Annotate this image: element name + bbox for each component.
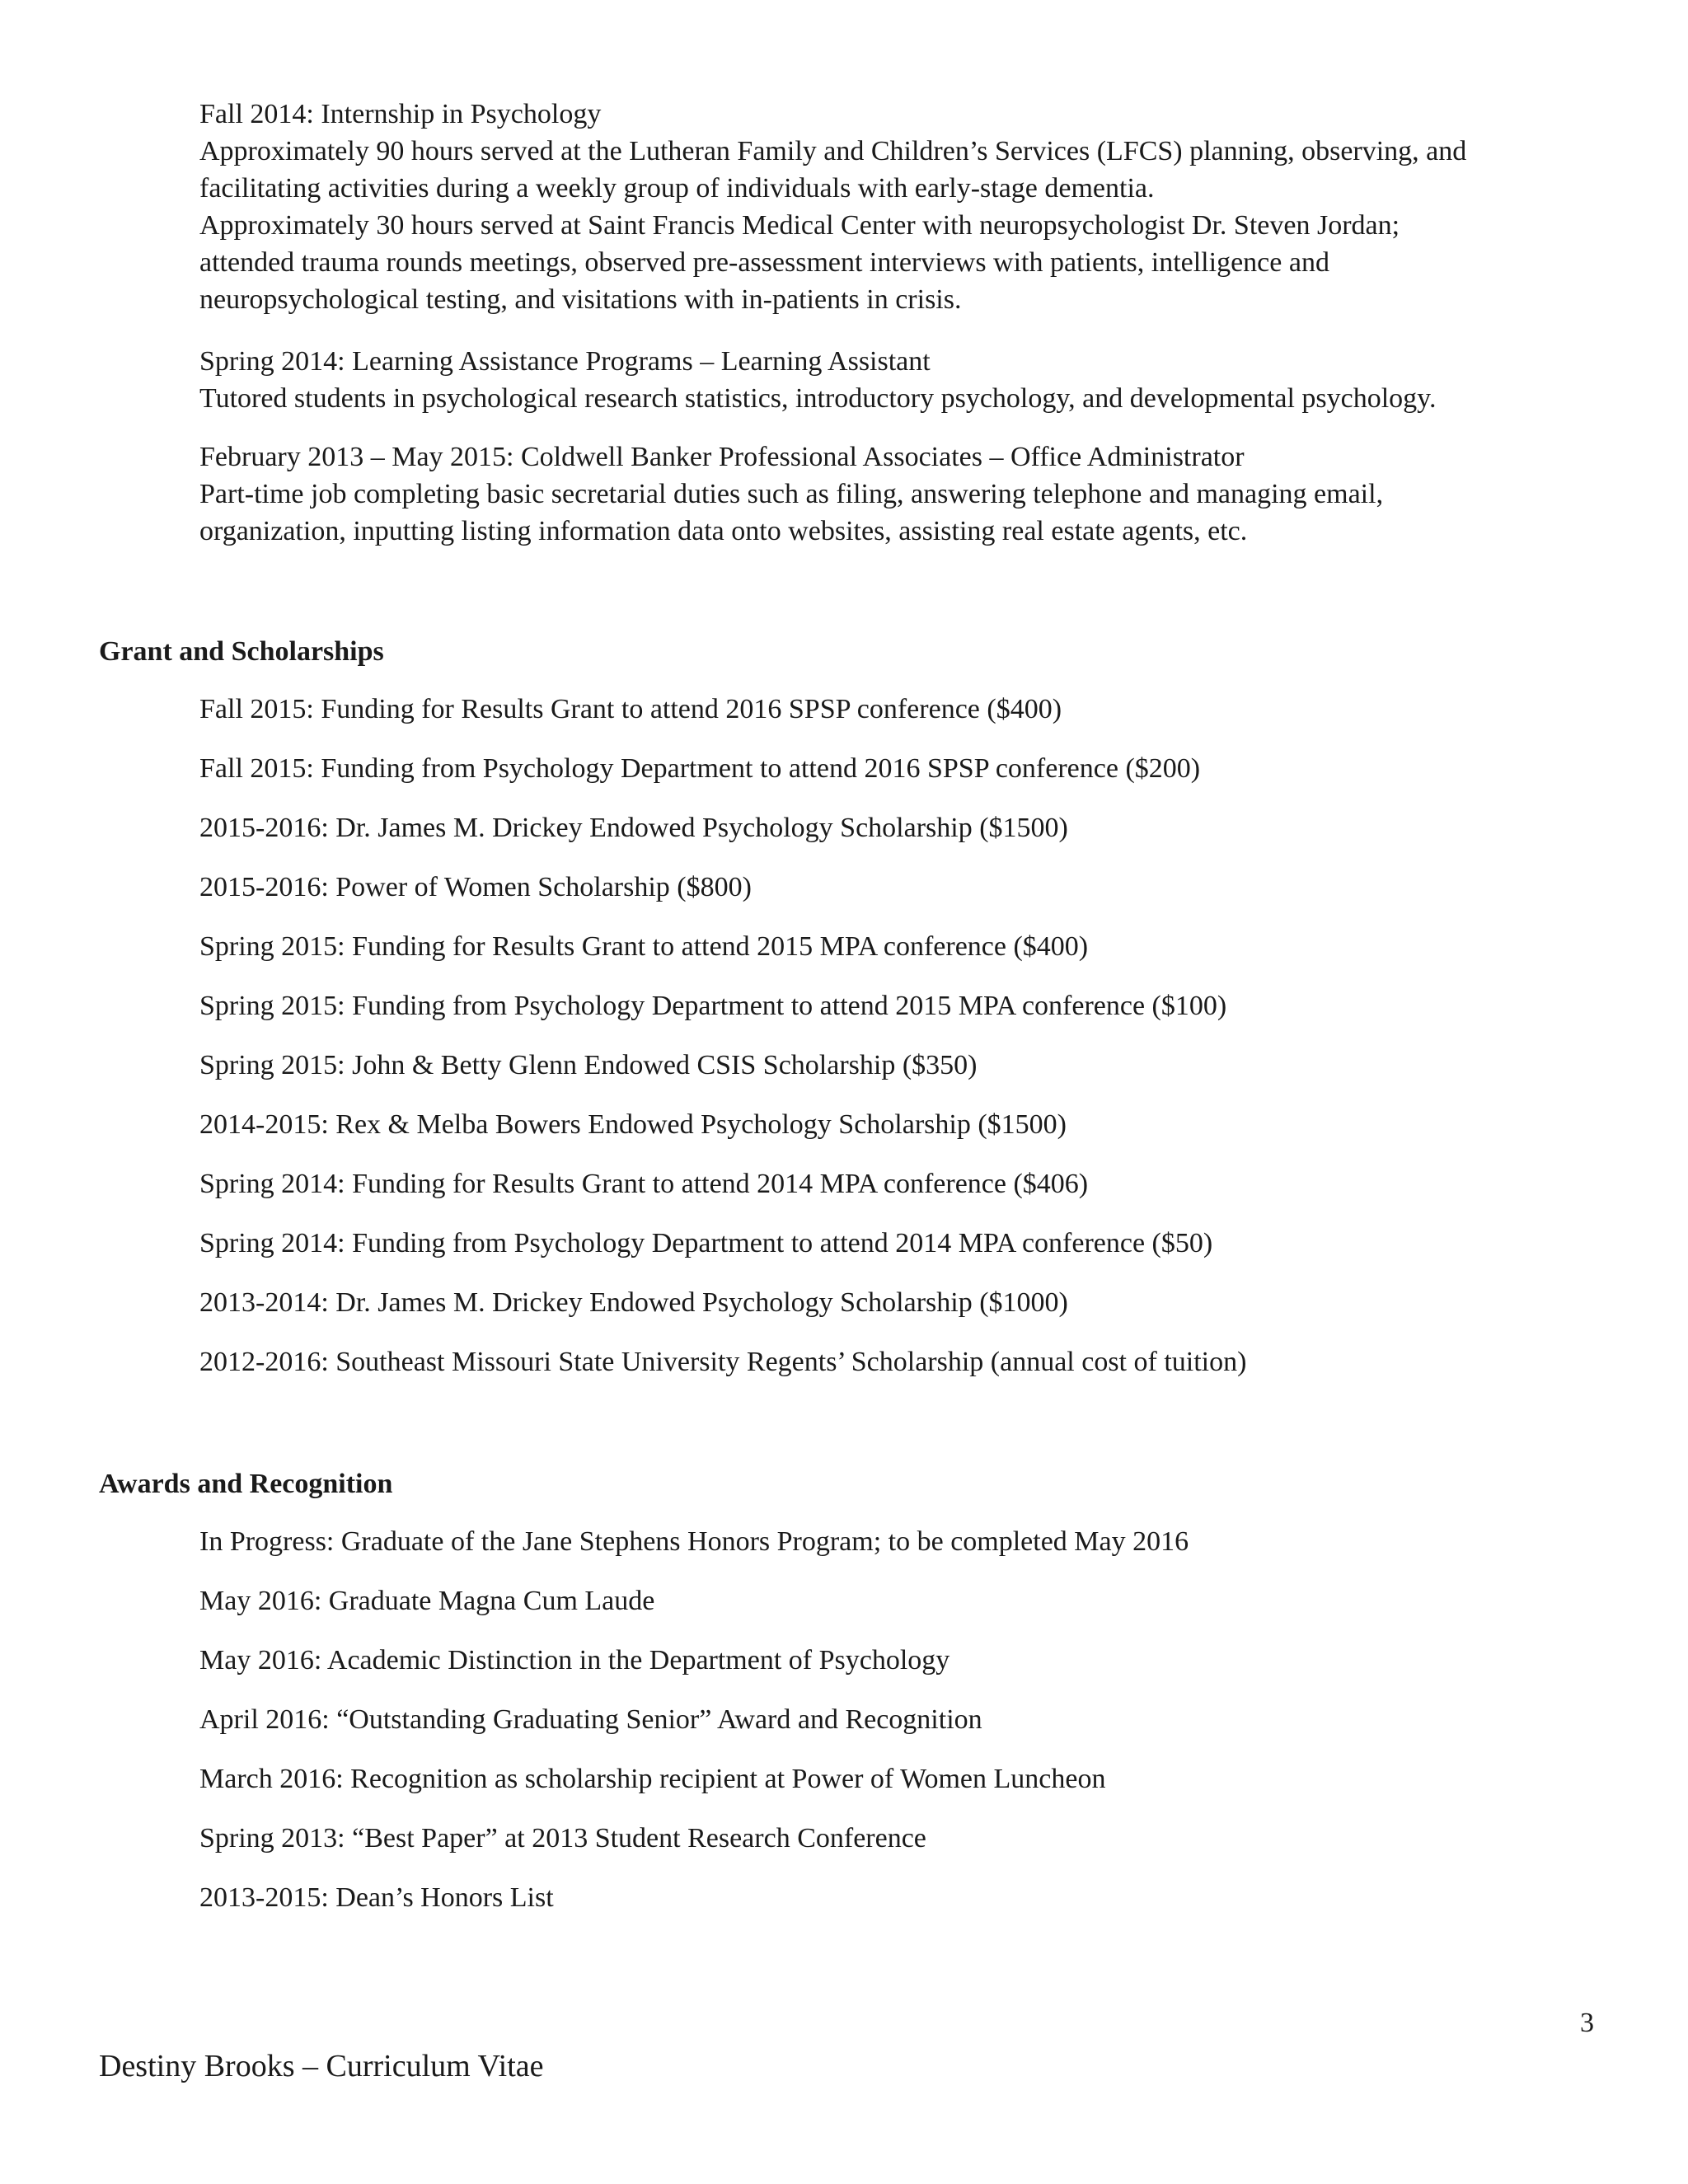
- award-item: March 2016: Recognition as scholarship recipient at Power of Women Luncheon: [199, 1764, 1106, 1794]
- award-item: 2013-2015: Dean’s Honors List: [199, 1882, 554, 1913]
- internship-block: [199, 96, 1617, 318]
- internship-title: Fall 2014: Internship in Psychology: [199, 99, 602, 129]
- grants-heading: Grant and Scholarships: [99, 636, 384, 667]
- award-item: In Progress: Graduate of the Jane Stephens Honors Program; to be completed May 2016: [199, 1526, 1189, 1557]
- award-item: Spring 2013: “Best Paper” at 2013 Student Research Conference: [199, 1823, 926, 1854]
- grant-item: Spring 2015: John & Betty Glenn Endowed CSIS Scholarship ($350): [199, 1050, 978, 1080]
- learning-assistant-title: Spring 2014: Learning Assistance Programs – Learning Assistant: [199, 346, 931, 377]
- page-footer: Destiny Brooks – Curriculum Vitae: [99, 2049, 544, 2083]
- internship-line: attended trauma rounds meetings, observed pre-assessment interviews with patients, intelligence and: [199, 247, 1329, 278]
- office-admin-line: Part-time job completing basic secretarial duties such as filing, answering telephone and managing email,: [199, 479, 1384, 509]
- award-item: May 2016: Academic Distinction in the Department of Psychology: [199, 1645, 950, 1675]
- office-admin-title: February 2013 – May 2015: Coldwell Banker Professional Associates – Office Administrator: [199, 442, 1245, 472]
- office-admin-block: [199, 438, 1617, 550]
- internship-line: Approximately 30 hours served at Saint Francis Medical Center with neuropsychologist Dr. Steven Jordan;: [199, 210, 1400, 241]
- office-admin-line: organization, inputting listing information data onto websites, assisting real estate agents, etc.: [199, 516, 1248, 546]
- grant-item: Spring 2015: Funding for Results Grant to attend 2015 MPA conference ($400): [199, 931, 1089, 962]
- internship-line: Approximately 90 hours served at the Lutheran Family and Children’s Services (LFCS) planning, observing, and: [199, 136, 1467, 166]
- grant-item: 2015-2016: Power of Women Scholarship ($800): [199, 872, 752, 902]
- learning-assistant-line: Tutored students in psychological research statistics, introductory psychology, and developmental psychology.: [199, 383, 1437, 414]
- grant-item: Spring 2015: Funding from Psychology Department to attend 2015 MPA conference ($100): [199, 991, 1227, 1021]
- grant-item: 2013-2014: Dr. James M. Drickey Endowed Psychology Scholarship ($1000): [199, 1287, 1068, 1318]
- grant-item: Fall 2015: Funding from Psychology Department to attend 2016 SPSP conference ($200): [199, 753, 1201, 784]
- grant-item: 2014-2015: Rex & Melba Bowers Endowed Psychology Scholarship ($1500): [199, 1109, 1067, 1140]
- page-number: 3: [1580, 2008, 1594, 2038]
- awards-heading: Awards and Recognition: [99, 1469, 393, 1499]
- internship-line: facilitating activities during a weekly group of individuals with early-stage dementia.: [199, 173, 1155, 204]
- grant-item: 2012-2016: Southeast Missouri State University Regents’ Scholarship (annual cost of tuition): [199, 1347, 1247, 1377]
- grant-item: Spring 2014: Funding for Results Grant to attend 2014 MPA conference ($406): [199, 1169, 1089, 1199]
- internship-line: neuropsychological testing, and visitations with in-patients in crisis.: [199, 284, 962, 315]
- grant-item: 2015-2016: Dr. James M. Drickey Endowed Psychology Scholarship ($1500): [199, 813, 1068, 843]
- grant-item: Fall 2015: Funding for Results Grant to attend 2016 SPSP conference ($400): [199, 694, 1062, 724]
- award-item: April 2016: “Outstanding Graduating Senior” Award and Recognition: [199, 1704, 982, 1735]
- learning-assistant-block: [199, 343, 1617, 417]
- grant-item: Spring 2014: Funding from Psychology Department to attend 2014 MPA conference ($50): [199, 1228, 1213, 1258]
- award-item: May 2016: Graduate Magna Cum Laude: [199, 1586, 655, 1616]
